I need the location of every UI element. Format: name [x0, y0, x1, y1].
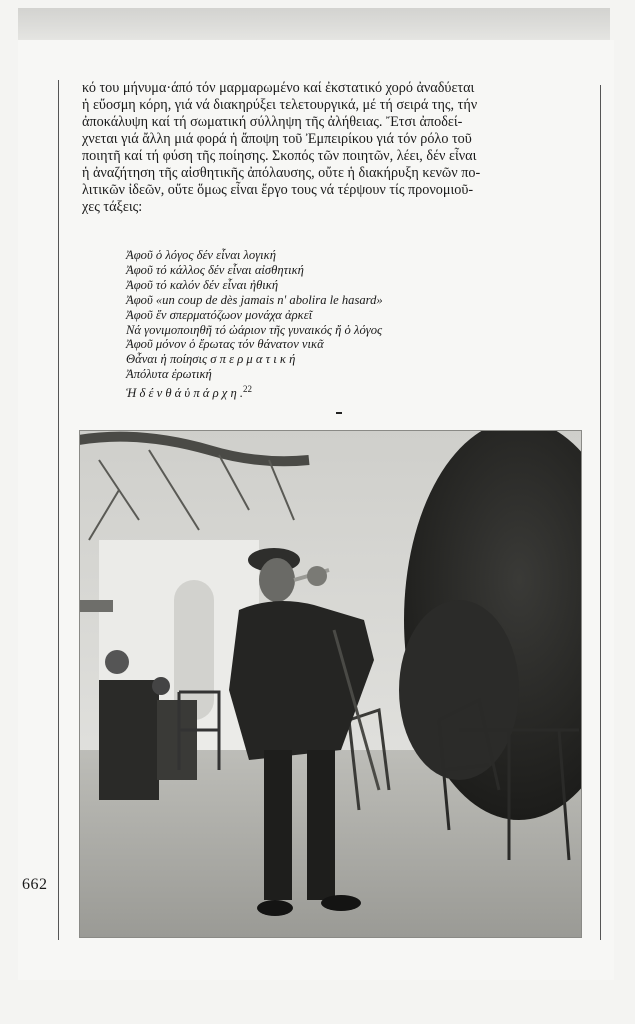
- man-shoe: [321, 895, 361, 911]
- seated-person: [99, 680, 159, 800]
- man-leg-left: [264, 750, 292, 900]
- footnote-reference: 22: [243, 384, 252, 395]
- body-line: ἀποκάλυψη καί τή σωματική σύλληψη τῆς ἀλήθειας. Ἔτσι ἀποδεί-: [82, 114, 463, 130]
- body-line: ἡ ἀναζήτηση τῆς αἰσθητικῆς ἀπόλαυσης, οὔτε ἡ διακήρυξη κενῶν πο-: [82, 165, 481, 181]
- separator-mark: [336, 412, 342, 414]
- poem-line: Θἆναι ἡ ποίησις σ π ε ρ μ α τ ι κ ή: [126, 352, 296, 367]
- photograph: [79, 430, 582, 938]
- poem-line: Ἀφοῦ τό καλόν δέν εἶναι ἠθική: [126, 277, 279, 292]
- right-margin-rule: [600, 85, 601, 940]
- man-head: [259, 558, 295, 602]
- poem-last-line: [126, 382, 546, 401]
- body-line: χες τάξεις:: [82, 199, 143, 215]
- left-margin-rule: [58, 80, 59, 940]
- body-paragraph: [82, 80, 578, 216]
- wall-sign: [79, 600, 113, 612]
- person-head: [105, 650, 129, 674]
- man-leg-right: [307, 750, 335, 900]
- tree-foliage: [399, 600, 519, 780]
- poem-quote: [126, 248, 546, 401]
- poem-line: Ἀφοῦ ὁ λόγος δέν εἶναι λογική: [126, 248, 276, 262]
- page-number: 662: [22, 876, 48, 893]
- photograph-drawing: [79, 430, 582, 938]
- poem-line: Νά γονιμοποιηθῆ τό ὠάριον τῆς γυναικός ἤ ὁ λόγος: [126, 322, 383, 337]
- body-line: κό του μήνυμα·άπό τόν μαρμαρωμένο καί ἐκστατικό χορό ἀναδύεται: [82, 80, 475, 96]
- poem-line: Ἀπόλυτα ἐρωτική: [126, 367, 212, 382]
- body-line: ποιητῆ καί τή φύση τῆς ποίησης. Σκοπός τῶν ποιητῶν, λέει, δέν εἶναι: [82, 148, 477, 164]
- poem-line: Ἀφοῦ «un coup de dès jamais n' abolira le hasard»: [126, 292, 383, 307]
- poem-line: Ἀφοῦ ἕν σπερματόζωον μονάχα ἀρκεῖ: [126, 307, 313, 322]
- body-line: ἡ εὔοσμη κόρη, γιά νά διακηρύξει τελετουργικά, μέ τή σειρά της, τήν: [82, 97, 478, 113]
- person-head: [152, 677, 170, 695]
- man-hand: [307, 566, 327, 586]
- man-shoe: [257, 900, 293, 916]
- body-line: χνεται γιά ἄλλη μιά φορά ἡ ἄποψη τοῦ Ἐμπειρίκου γιά τόν ρόλο τοῦ: [82, 131, 472, 147]
- body-line: λιτικῶν ἰδεῶν, οὔτε ὅμως εἶναι ἔργο τους νά τέρψουν τίς προνομιοῦ-: [82, 182, 474, 198]
- seated-person: [157, 700, 197, 780]
- poem-line: Ἀφοῦ μόνον ὁ ἔρωτας τόν θάνατον νικᾶ: [126, 337, 324, 352]
- poem-line: Ἡ δ έ ν θ ά ὑ π ά ρ χ η .: [126, 386, 243, 401]
- poem-line: Ἀφοῦ τό κάλλος δέν εἶναι αἰσθητική: [126, 262, 304, 277]
